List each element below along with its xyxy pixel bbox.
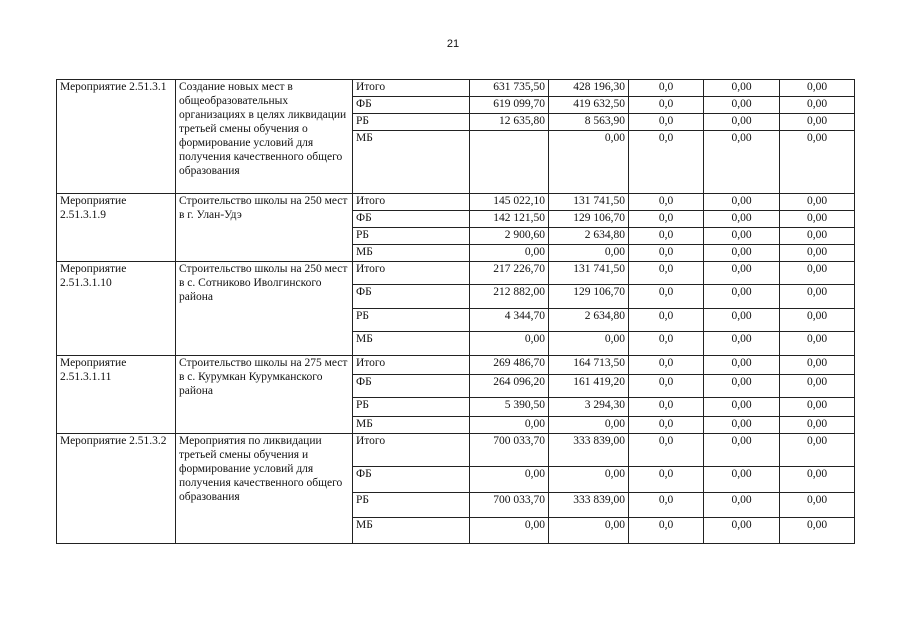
table-row (57, 194, 855, 211)
value-year2-cell: 0,0 (629, 375, 704, 398)
funding-source-cell: МБ (353, 518, 470, 544)
value-year3-cell: 0,00 (704, 262, 780, 285)
funding-source-cell: РБ (353, 114, 470, 131)
funding-source-cell: ФБ (353, 97, 470, 114)
activity-code-cell: Мероприятие 2.51.3.1.11 (57, 356, 176, 434)
activity-description-cell: Строительство школы на 250 мест в с. Сотниково Иволгинского района (176, 262, 353, 356)
value-year2-cell: 0,0 (629, 80, 704, 97)
value-year1-cell: 0,00 (549, 417, 629, 434)
value-year4-cell: 0,00 (780, 80, 855, 97)
activity-description-cell: Мероприятия по ликвидации третьей смены обучения и формирование условий для получения качественного общего образования (176, 434, 353, 544)
table-row (57, 80, 855, 97)
funding-source-cell: РБ (353, 398, 470, 417)
funding-source-cell: ФБ (353, 211, 470, 228)
value-year4-cell: 0,00 (780, 375, 855, 398)
value-year1-cell: 131 741,50 (549, 262, 629, 285)
value-year4-cell: 0,00 (780, 398, 855, 417)
value-year4-cell: 0,00 (780, 114, 855, 131)
value-year2-cell: 0,0 (629, 332, 704, 356)
funding-table (56, 79, 855, 544)
value-year1-cell: 131 741,50 (549, 194, 629, 211)
value-year1-cell: 333 839,00 (549, 493, 629, 518)
value-total-cell: 0,00 (470, 332, 549, 356)
funding-source-cell: Итого (353, 434, 470, 467)
value-year1-cell: 0,00 (549, 332, 629, 356)
value-total-cell: 0,00 (470, 467, 549, 493)
value-year2-cell: 0,0 (629, 114, 704, 131)
activity-description-cell: Строительство школы на 275 мест в с. Курумкан Курумканского района (176, 356, 353, 434)
value-year3-cell: 0,00 (704, 114, 780, 131)
value-year3-cell: 0,00 (704, 493, 780, 518)
value-year4-cell: 0,00 (780, 493, 855, 518)
value-year4-cell: 0,00 (780, 211, 855, 228)
value-year1-cell: 0,00 (549, 245, 629, 262)
funding-source-cell: ФБ (353, 375, 470, 398)
value-year2-cell: 0,0 (629, 245, 704, 262)
funding-source-cell: ФБ (353, 285, 470, 309)
activity-code-cell: Мероприятие 2.51.3.2 (57, 434, 176, 544)
value-total-cell: 264 096,20 (470, 375, 549, 398)
value-year3-cell: 0,00 (704, 194, 780, 211)
funding-source-cell: МБ (353, 417, 470, 434)
value-year2-cell: 0,0 (629, 356, 704, 375)
value-year3-cell: 0,00 (704, 356, 780, 375)
value-year1-cell: 0,00 (549, 467, 629, 493)
value-year1-cell: 129 106,70 (549, 285, 629, 309)
value-year3-cell: 0,00 (704, 131, 780, 194)
value-year2-cell: 0,0 (629, 131, 704, 194)
value-year1-cell: 428 196,30 (549, 80, 629, 97)
value-year1-cell: 164 713,50 (549, 356, 629, 375)
value-year1-cell: 3 294,30 (549, 398, 629, 417)
value-year4-cell: 0,00 (780, 194, 855, 211)
value-total-cell: 5 390,50 (470, 398, 549, 417)
value-year3-cell: 0,00 (704, 309, 780, 332)
value-year3-cell: 0,00 (704, 80, 780, 97)
value-total-cell: 631 735,50 (470, 80, 549, 97)
value-total-cell (470, 131, 549, 194)
value-year4-cell: 0,00 (780, 417, 855, 434)
value-year1-cell: 2 634,80 (549, 309, 629, 332)
value-year2-cell: 0,0 (629, 285, 704, 309)
activity-code-cell: Мероприятие 2.51.3.1.10 (57, 262, 176, 356)
funding-source-cell: РБ (353, 228, 470, 245)
table-row (57, 356, 855, 375)
value-total-cell: 145 022,10 (470, 194, 549, 211)
value-total-cell: 12 635,80 (470, 114, 549, 131)
funding-source-cell: МБ (353, 131, 470, 194)
value-total-cell: 269 486,70 (470, 356, 549, 375)
value-total-cell: 619 099,70 (470, 97, 549, 114)
funding-source-cell: Итого (353, 262, 470, 285)
value-total-cell: 0,00 (470, 417, 549, 434)
value-year3-cell: 0,00 (704, 97, 780, 114)
value-year2-cell: 0,0 (629, 194, 704, 211)
value-year1-cell: 161 419,20 (549, 375, 629, 398)
value-year4-cell: 0,00 (780, 262, 855, 285)
funding-source-cell: Итого (353, 356, 470, 375)
value-year4-cell: 0,00 (780, 285, 855, 309)
value-year1-cell: 333 839,00 (549, 434, 629, 467)
funding-source-cell: Итого (353, 194, 470, 211)
value-total-cell: 700 033,70 (470, 493, 549, 518)
table-row (57, 262, 855, 285)
value-year1-cell: 2 634,80 (549, 228, 629, 245)
value-year3-cell: 0,00 (704, 211, 780, 228)
value-year4-cell: 0,00 (780, 518, 855, 544)
value-year2-cell: 0,0 (629, 211, 704, 228)
funding-table-body (57, 80, 855, 544)
value-year2-cell: 0,0 (629, 417, 704, 434)
funding-source-cell: Итого (353, 80, 470, 97)
value-year1-cell: 129 106,70 (549, 211, 629, 228)
value-year4-cell: 0,00 (780, 356, 855, 375)
value-year3-cell: 0,00 (704, 434, 780, 467)
value-year4-cell: 0,00 (780, 467, 855, 493)
value-year3-cell: 0,00 (704, 518, 780, 544)
value-year2-cell: 0,0 (629, 434, 704, 467)
value-year3-cell: 0,00 (704, 332, 780, 356)
value-year4-cell: 0,00 (780, 97, 855, 114)
funding-source-cell: ФБ (353, 467, 470, 493)
value-year4-cell: 0,00 (780, 131, 855, 194)
value-total-cell: 4 344,70 (470, 309, 549, 332)
value-year2-cell: 0,0 (629, 228, 704, 245)
page-number: 21 (446, 38, 460, 50)
funding-source-cell: РБ (353, 309, 470, 332)
value-year3-cell: 0,00 (704, 417, 780, 434)
value-year1-cell: 419 632,50 (549, 97, 629, 114)
value-total-cell: 0,00 (470, 518, 549, 544)
value-year3-cell: 0,00 (704, 467, 780, 493)
value-year3-cell: 0,00 (704, 398, 780, 417)
value-year3-cell: 0,00 (704, 285, 780, 309)
value-year3-cell: 0,00 (704, 375, 780, 398)
table-row (57, 434, 855, 467)
value-year3-cell: 0,00 (704, 245, 780, 262)
value-year2-cell: 0,0 (629, 493, 704, 518)
activity-code-cell: Мероприятие 2.51.3.1 (57, 80, 176, 194)
value-year2-cell: 0,0 (629, 518, 704, 544)
value-year1-cell: 0,00 (549, 518, 629, 544)
value-year2-cell: 0,0 (629, 467, 704, 493)
value-year2-cell: 0,0 (629, 398, 704, 417)
activity-description-cell: Строительство школы на 250 мест в г. Улан-Удэ (176, 194, 353, 262)
activity-code-cell: Мероприятие 2.51.3.1.9 (57, 194, 176, 262)
value-year1-cell: 0,00 (549, 131, 629, 194)
value-total-cell: 700 033,70 (470, 434, 549, 467)
value-year4-cell: 0,00 (780, 434, 855, 467)
funding-source-cell: МБ (353, 332, 470, 356)
funding-source-cell: МБ (353, 245, 470, 262)
value-year2-cell: 0,0 (629, 97, 704, 114)
value-year4-cell: 0,00 (780, 228, 855, 245)
value-total-cell: 0,00 (470, 245, 549, 262)
value-total-cell: 2 900,60 (470, 228, 549, 245)
funding-source-cell: РБ (353, 493, 470, 518)
value-year1-cell: 8 563,90 (549, 114, 629, 131)
value-total-cell: 212 882,00 (470, 285, 549, 309)
activity-description-cell: Создание новых мест в общеобразовательных организациях в целях ликвидации третьей смены обучения о формирование условий для получения качественного общего образования (176, 80, 353, 194)
value-year2-cell: 0,0 (629, 309, 704, 332)
value-year4-cell: 0,00 (780, 309, 855, 332)
value-year4-cell: 0,00 (780, 245, 855, 262)
value-year4-cell: 0,00 (780, 332, 855, 356)
value-total-cell: 142 121,50 (470, 211, 549, 228)
value-total-cell: 217 226,70 (470, 262, 549, 285)
value-year2-cell: 0,0 (629, 262, 704, 285)
value-year3-cell: 0,00 (704, 228, 780, 245)
